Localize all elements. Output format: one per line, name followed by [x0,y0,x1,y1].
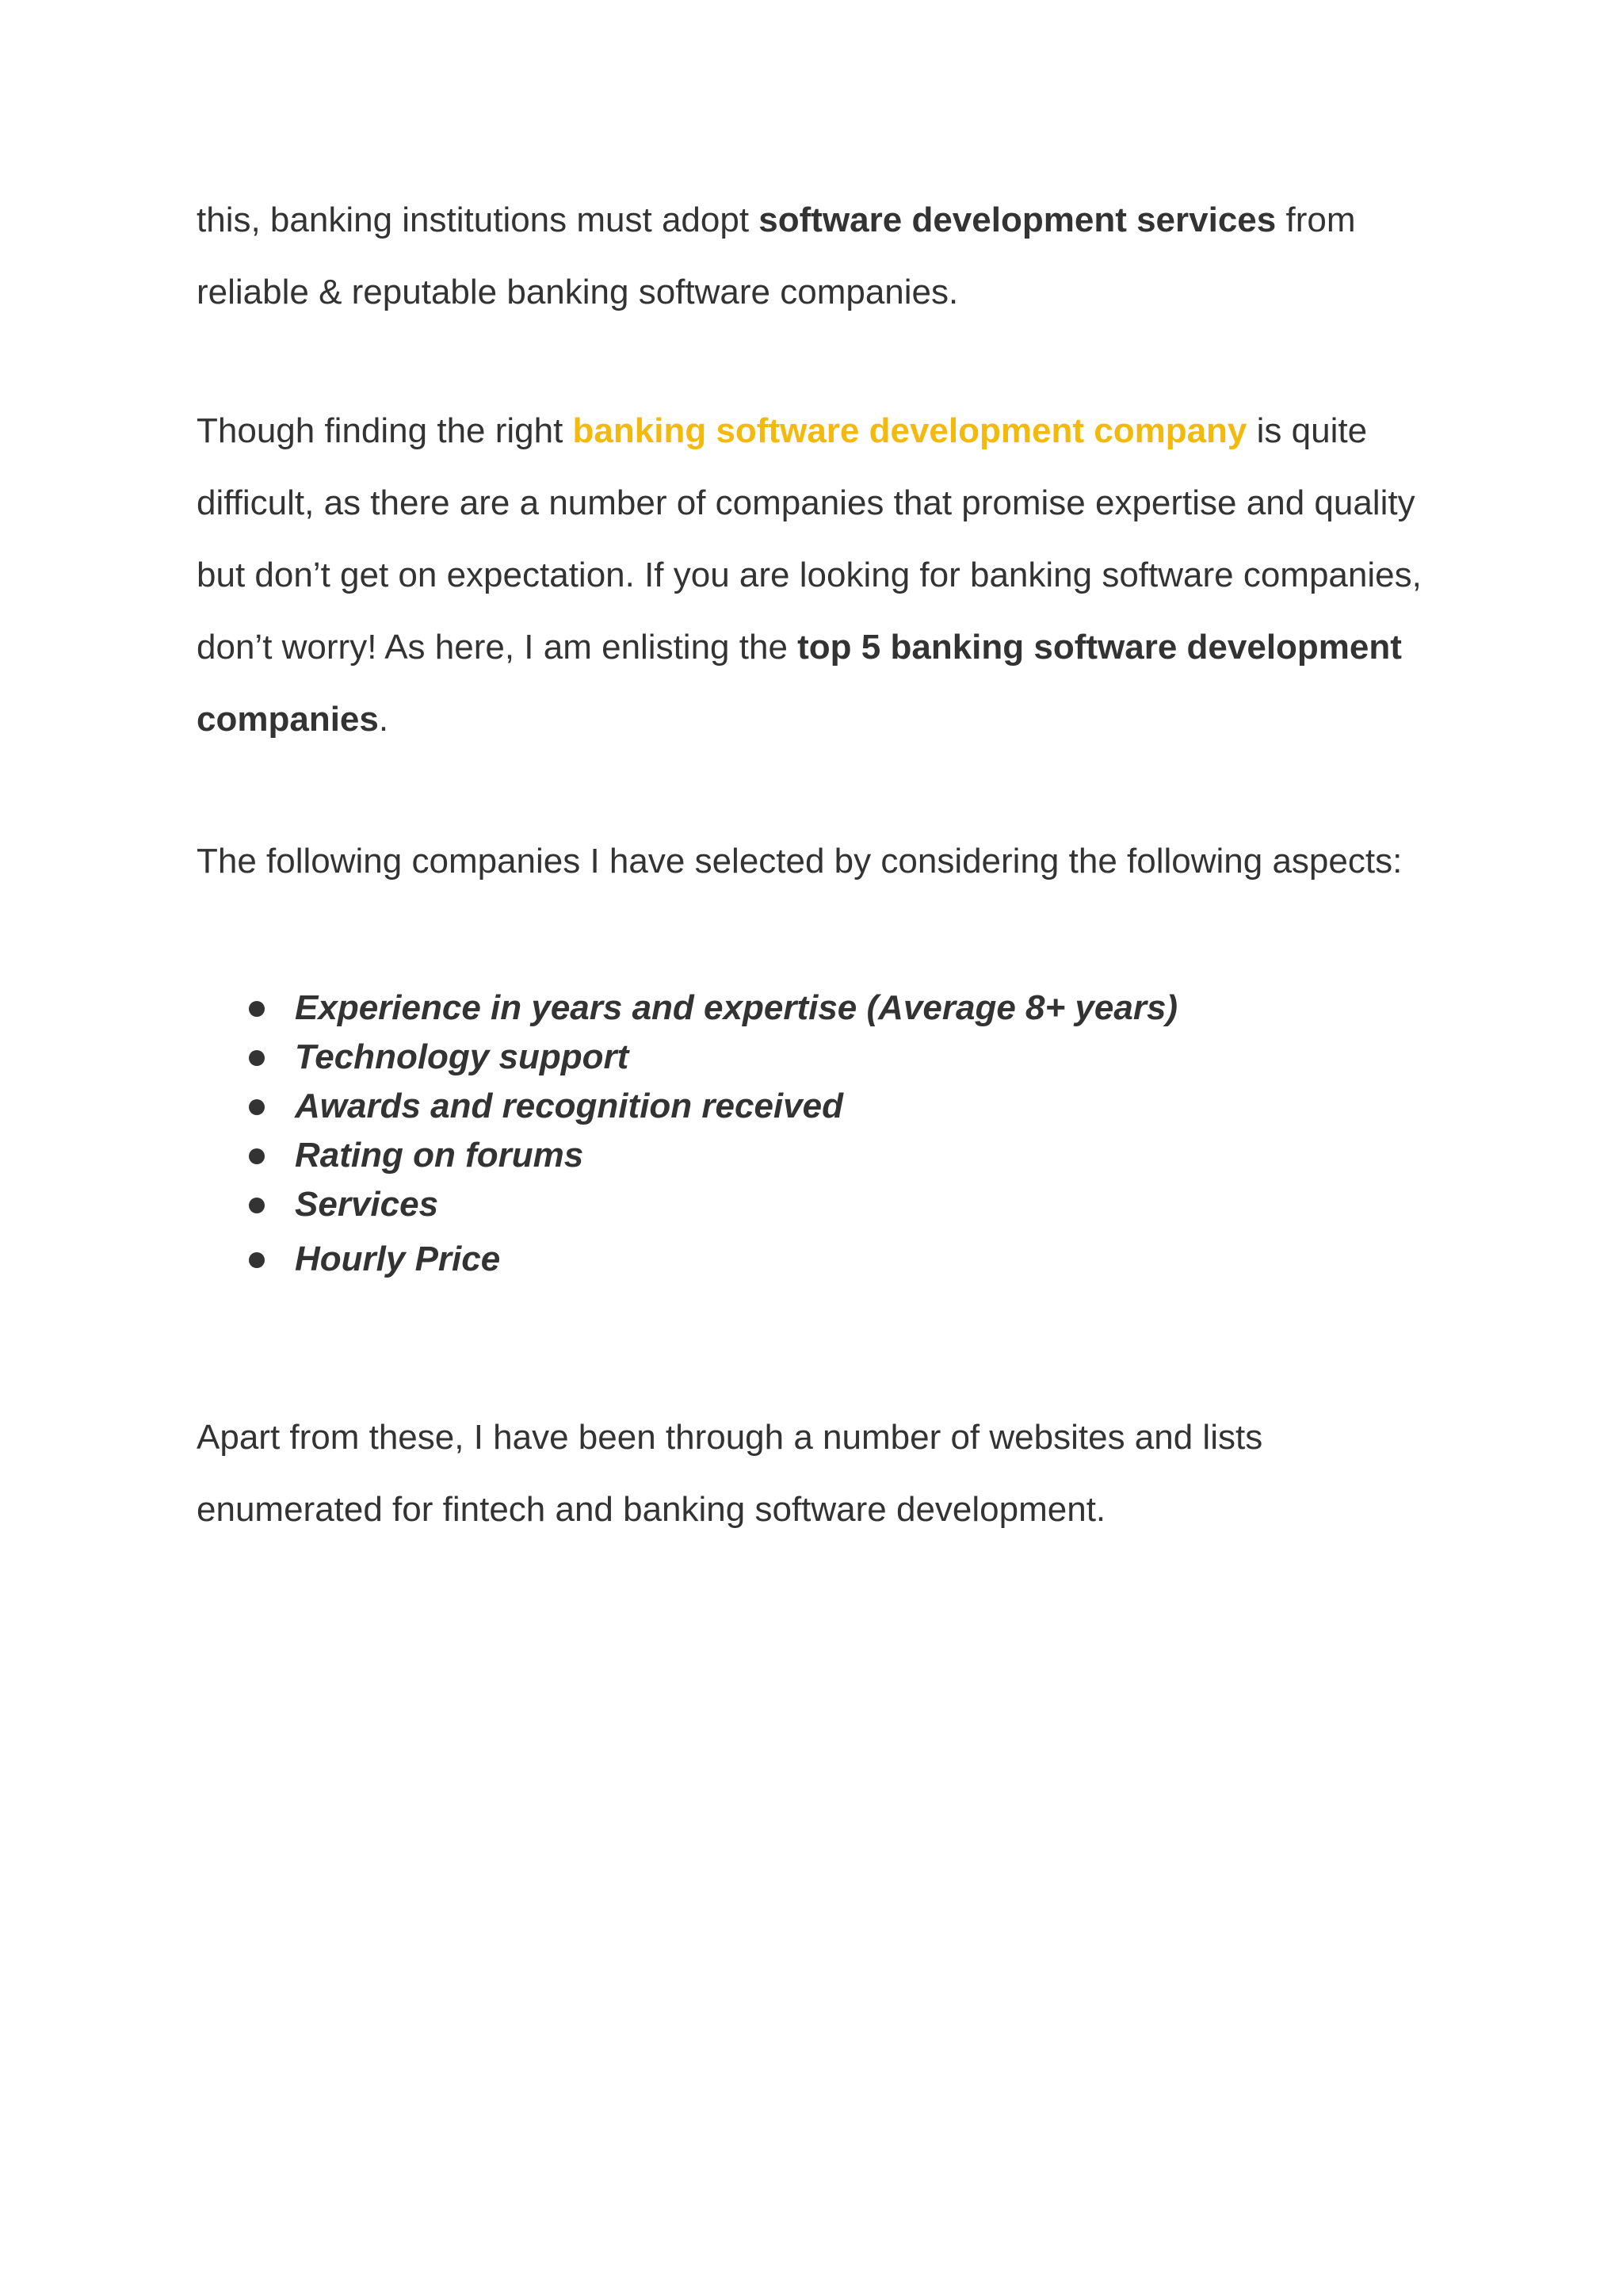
aspect-label: Technology support [295,1037,629,1076]
intro-bold-phrase: software development services [758,201,1277,239]
top-companies-bold-phrase: top 5 banking software development companies [197,628,1402,739]
aspects-list [197,984,1433,1284]
list-item [249,1033,1433,1082]
banking-software-company-link[interactable]: banking software development company [572,411,1247,450]
intro-text-end: from reliable & reputable banking software companies. [197,201,1356,311]
bullet-icon [249,1050,265,1066]
aspect-label: Experience in years and expertise (Average 8+ years) [295,988,1178,1027]
list-item [249,1235,1433,1284]
intro-paragraph [197,184,1433,328]
finding-text-start: Though finding the right [197,411,573,450]
list-item [249,1082,1433,1131]
bullet-icon [249,1252,265,1268]
list-item [249,1180,1433,1229]
intro-text-start: this, banking institutions must adopt [197,201,759,239]
bullet-icon [249,1198,265,1213]
aspect-label: Awards and recognition received [295,1087,843,1125]
finding-company-paragraph [197,395,1433,755]
finding-text-middle: is quite difficult, as there are a number of companies that promise expertise and quality but don’t get on expectation. If you are looking for banking software companies, don’t worry! As here, I am enlisting the [197,411,1422,667]
bullet-icon [249,1001,265,1017]
aspect-label: Hourly Price [295,1240,501,1278]
finding-text-end: . [378,700,389,739]
aspect-label: Rating on forums [295,1136,584,1175]
aspect-label: Services [295,1185,439,1224]
selection-criteria-paragraph: The following companies I have selected by considering the following aspects: [197,842,1403,881]
bullet-icon [249,1099,265,1115]
list-item [249,984,1433,1033]
list-item [249,1131,1433,1180]
article-body [197,184,1433,1545]
closing-paragraph: Apart from these, I have been through a number of websites and lists enumerated for fintech and banking software development. [197,1418,1263,1529]
bullet-icon [249,1148,265,1164]
